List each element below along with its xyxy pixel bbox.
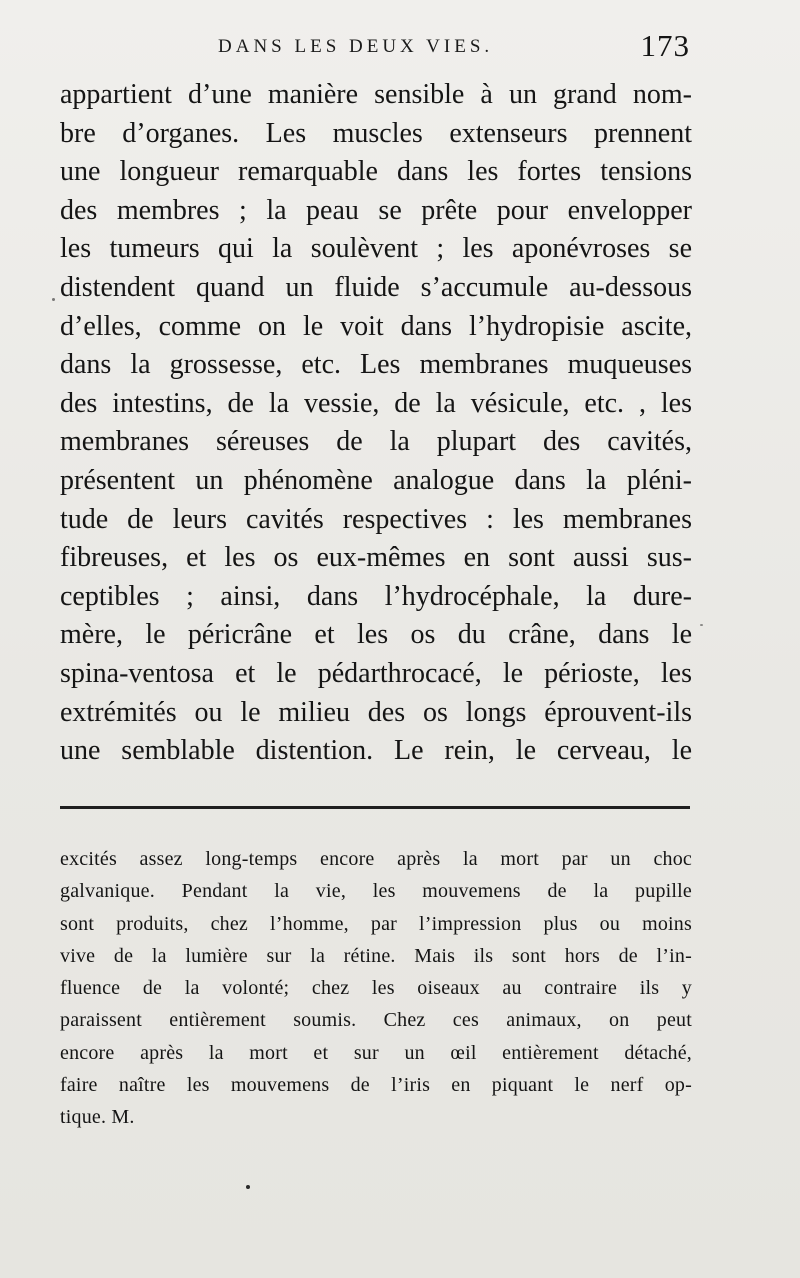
- text-line: une semblable distention. Le rein, le cerveau, le: [60, 735, 692, 767]
- footnote-line: tique. M.: [60, 1106, 135, 1129]
- text-line: une longueur remarquable dans les fortes tensions: [60, 156, 692, 188]
- footnote-line: faire naître les mouvemens de l’iris en piquant le nerf op-: [60, 1074, 692, 1097]
- footnote-line: excités assez long-temps encore après la mort par un choc: [60, 848, 692, 870]
- page-number: 173: [640, 28, 690, 63]
- text-line: appartient d’une manière sensible à un grand nom-: [60, 79, 692, 110]
- text-line: ceptibles ; ainsi, dans l’hydrocéphale, la dure-: [60, 580, 692, 612]
- text-line: bre d’organes. Les muscles extenseurs prennent: [60, 117, 692, 149]
- text-line: les tumeurs qui la soulèvent ; les aponévroses se: [60, 233, 692, 265]
- text-line: distendent quand un fluide s’accumule au-dessous: [60, 271, 692, 303]
- ink-speck: [246, 1185, 250, 1189]
- text-line: spina-ventosa et le pédarthrocacé, le périoste, les: [60, 657, 692, 689]
- text-line: membranes séreuses de la plupart des cavités,: [60, 426, 692, 458]
- text-line: dans la grossesse, etc. Les membranes muqueuses: [60, 349, 692, 381]
- footnote-line: vive de la lumière sur la rétine. Mais ils sont hors de l’in-: [60, 944, 692, 967]
- footnote-line: galvanique. Pendant la vie, les mouvemens de la pupille: [60, 880, 692, 903]
- footnote-line: paraissent entièrement soumis. Chez ces animaux, on peut: [60, 1009, 692, 1032]
- text-line: présentent un phénomène analogue dans la pléni-: [60, 464, 692, 496]
- ink-speck: [700, 624, 703, 626]
- footnote-line: sont produits, chez l’homme, par l’impression plus ou moins: [60, 912, 692, 935]
- text-line: des intestins, de la vessie, de la vésicule, etc. , les: [60, 387, 692, 419]
- text-line: extrémités ou le milieu des os longs éprouvent-ils: [60, 696, 692, 728]
- text-line: fibreuses, et les os eux-mêmes en sont aussi sus-: [60, 542, 692, 574]
- footnote-line: fluence de la volonté; chez les oiseaux au contraire ils y: [60, 977, 692, 1000]
- footnote-line: encore après la mort et sur un œil entièrement détaché,: [60, 1041, 692, 1064]
- text-line: des membres ; la peau se prête pour envelopper: [60, 194, 692, 226]
- ink-speck: [52, 298, 55, 301]
- text-line: tude de leurs cavités respectives : les membranes: [60, 503, 692, 535]
- text-line: d’elles, comme on le voit dans l’hydropisie ascite,: [60, 310, 692, 342]
- text-line: mère, le péricrâne et les os du crâne, dans le: [60, 619, 692, 651]
- running-head: DANS LES DEUX VIES.: [218, 36, 494, 57]
